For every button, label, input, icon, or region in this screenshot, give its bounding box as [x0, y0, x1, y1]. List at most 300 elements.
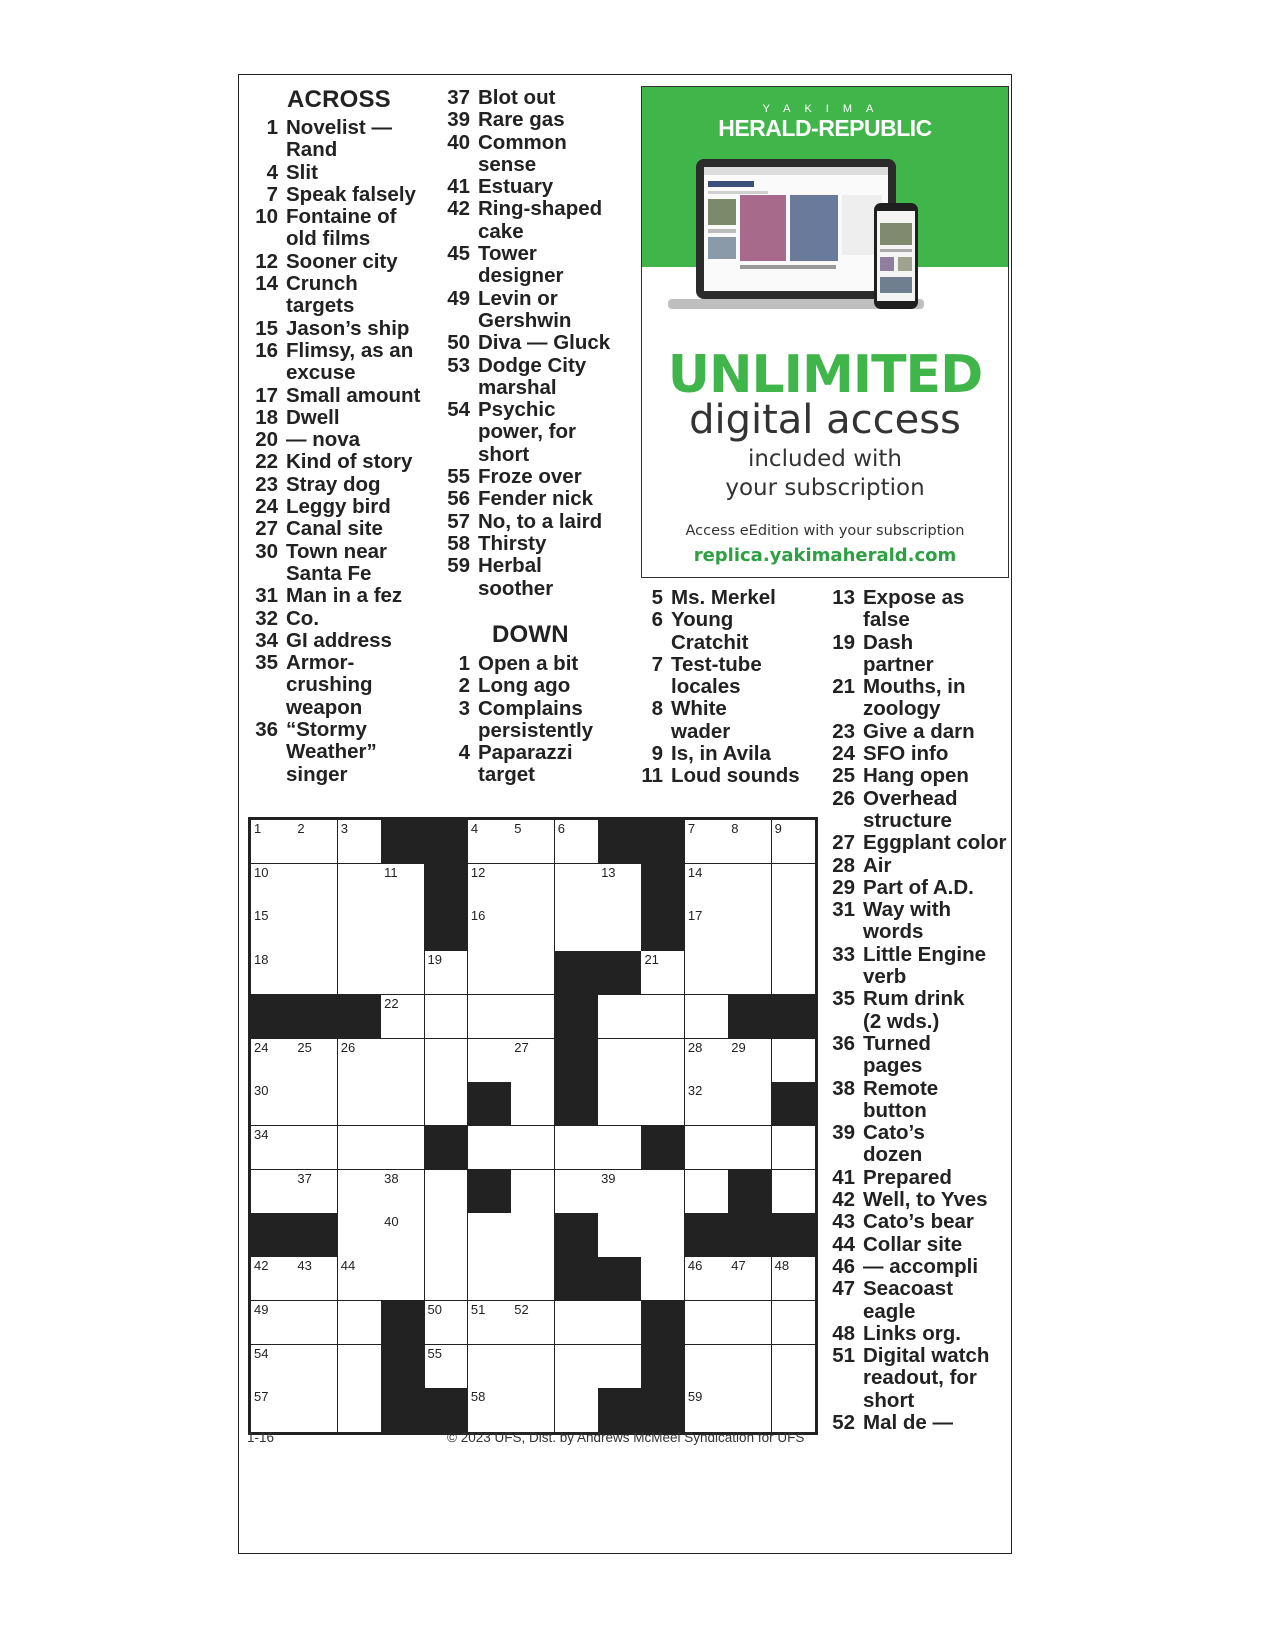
- clue-text: Tower: [478, 242, 537, 266]
- clue-text: — accompli: [863, 1254, 979, 1278]
- clue-item: [827, 855, 1007, 877]
- cell-number: 18: [254, 952, 269, 968]
- clue-text: eagle: [863, 1299, 916, 1323]
- grid-cell[interactable]: [772, 864, 816, 908]
- grid-cell[interactable]: [685, 1345, 729, 1389]
- grid-cell[interactable]: [598, 995, 642, 1039]
- grid-block: [555, 995, 599, 1039]
- clue-number: 44: [832, 1232, 855, 1256]
- clue-number: 9: [651, 742, 663, 766]
- grid-cell[interactable]: [772, 1257, 816, 1301]
- grid-cell[interactable]: [468, 1301, 512, 1345]
- clue-item: [827, 988, 1007, 1033]
- grid-cell[interactable]: [425, 1257, 469, 1301]
- grid-cell[interactable]: [685, 995, 729, 1039]
- grid-cell[interactable]: [468, 1213, 512, 1257]
- clue-text: Long ago: [478, 674, 571, 698]
- clue-text: Froze over: [478, 465, 582, 489]
- grid-cell[interactable]: [294, 951, 338, 995]
- clue-number: 39: [447, 108, 470, 132]
- clue-item: [827, 1256, 1007, 1278]
- grid-cell[interactable]: [685, 1082, 729, 1126]
- clue-text: Part of A.D.: [863, 875, 974, 899]
- clue-number: 48: [832, 1321, 855, 1345]
- clue-item: [827, 1211, 1007, 1233]
- grid-cell[interactable]: [598, 1170, 642, 1214]
- clue-text: (2 wds.): [863, 1009, 940, 1033]
- clue-text: Kind of story: [286, 450, 413, 474]
- grid-cell[interactable]: [728, 951, 772, 995]
- grid-cell[interactable]: [511, 1213, 555, 1257]
- clue-text: Fender nick: [478, 487, 594, 511]
- clue-number: 49: [447, 286, 470, 310]
- grid-cell[interactable]: [251, 1126, 295, 1170]
- clue-text: Give a darn: [863, 719, 975, 743]
- clue-number: 43: [832, 1210, 855, 1234]
- grid-cell[interactable]: [294, 1082, 338, 1126]
- grid-block: [555, 1213, 599, 1257]
- cell-number: 28: [687, 1039, 703, 1055]
- clue-text: Thirsty: [478, 531, 547, 555]
- grid-cell[interactable]: [641, 1170, 685, 1214]
- clue-number: 24: [255, 495, 278, 519]
- cell-number: 49: [254, 1301, 269, 1317]
- grid-cell[interactable]: [338, 951, 382, 995]
- grid-cell[interactable]: [294, 1170, 338, 1214]
- subscription-ad[interactable]: [641, 86, 1009, 578]
- grid-cell[interactable]: [772, 1170, 816, 1214]
- grid-cell[interactable]: [685, 1301, 729, 1345]
- grid-cell[interactable]: [425, 1170, 469, 1214]
- grid-cell[interactable]: [468, 907, 512, 951]
- clue-number: 3: [458, 696, 470, 720]
- ad-url-link[interactable]: replica.yakimaherald.com: [693, 545, 957, 566]
- grid-cell[interactable]: [251, 1082, 295, 1126]
- grid-cell[interactable]: [511, 1257, 555, 1301]
- clue-text: false: [863, 608, 910, 632]
- clue-number: 4: [266, 160, 278, 184]
- grid-cell[interactable]: [381, 1213, 425, 1257]
- grid-cell[interactable]: [425, 1039, 469, 1083]
- grid-cell[interactable]: [555, 1170, 599, 1214]
- clue-text: Town near: [286, 539, 387, 563]
- grid-cell[interactable]: [555, 820, 599, 864]
- grid-cell[interactable]: [294, 1126, 338, 1170]
- cell-number: 46: [687, 1258, 703, 1274]
- grid-cell[interactable]: [728, 1257, 772, 1301]
- grid-cell[interactable]: [728, 1126, 772, 1170]
- clue-text: Turned: [863, 1031, 931, 1055]
- clue-text: button: [863, 1098, 927, 1122]
- cell-number: 5: [514, 821, 522, 836]
- clue-text: Diva — Gluck: [478, 331, 611, 355]
- clue-number: 5: [651, 586, 663, 609]
- grid-cell[interactable]: [685, 864, 729, 908]
- grid-cell[interactable]: [381, 1170, 425, 1214]
- clue-text: Little Engine: [863, 942, 986, 966]
- cell-number: 9: [774, 821, 782, 836]
- clue-item: [635, 654, 815, 699]
- grid-cell[interactable]: [598, 1082, 642, 1126]
- clue-text: Dwell: [286, 405, 340, 429]
- grid-cell[interactable]: [555, 864, 599, 908]
- cell-number: 17: [687, 908, 703, 924]
- grid-cell[interactable]: [598, 1345, 642, 1389]
- cell-number: 55: [427, 1345, 442, 1361]
- clue-text: Canal site: [286, 517, 383, 541]
- clue-number: 45: [447, 242, 470, 266]
- clue-number: 7: [651, 652, 663, 676]
- grid-cell[interactable]: [381, 995, 425, 1039]
- grid-cell[interactable]: [381, 951, 425, 995]
- grid-block: [381, 1301, 425, 1345]
- grid-cell[interactable]: [381, 1082, 425, 1126]
- grid-cell[interactable]: [772, 1345, 816, 1389]
- grid-cell[interactable]: [338, 1213, 382, 1257]
- grid-cell[interactable]: [294, 1388, 338, 1432]
- clue-number: 42: [832, 1188, 855, 1212]
- grid-cell[interactable]: [728, 864, 772, 908]
- grid-block: [381, 1345, 425, 1389]
- grid-cell[interactable]: [772, 951, 816, 995]
- grid-cell[interactable]: [728, 1082, 772, 1126]
- clue-text: persistently: [478, 718, 594, 742]
- clue-item: [250, 608, 430, 630]
- clue-number: 17: [255, 383, 278, 407]
- clue-item: [250, 451, 430, 473]
- grid-block: [251, 1213, 295, 1257]
- clue-text: Levin or: [478, 286, 558, 310]
- grid-cell[interactable]: [598, 1039, 642, 1083]
- clue-item: [250, 318, 430, 340]
- clue-text: marshal: [478, 375, 557, 399]
- clue-text: Prepared: [863, 1165, 952, 1189]
- clue-text: Common: [478, 130, 567, 154]
- clue-number: 46: [832, 1254, 855, 1278]
- clue-number: 21: [832, 675, 855, 699]
- clue-number: 18: [255, 405, 278, 429]
- clue-number: 40: [447, 130, 470, 154]
- cell-number: 43: [297, 1258, 312, 1274]
- clue-number: 16: [255, 338, 278, 362]
- clue-item: [635, 743, 815, 765]
- grid-cell[interactable]: [425, 995, 469, 1039]
- cell-number: 15: [254, 908, 269, 924]
- clue-text: Dodge City: [478, 353, 587, 377]
- clue-text: singer: [286, 762, 348, 786]
- grid-cell[interactable]: [338, 1301, 382, 1345]
- grid-cell[interactable]: [555, 1301, 599, 1345]
- grid-cell[interactable]: [772, 1388, 816, 1432]
- clue-number: 31: [832, 898, 855, 922]
- grid-cell[interactable]: [425, 1301, 469, 1345]
- grid-cell[interactable]: [251, 1345, 295, 1389]
- clue-text: Small amount: [286, 383, 421, 407]
- clue-item: [250, 385, 430, 407]
- clue-item: [442, 653, 622, 675]
- grid-cell[interactable]: [425, 1213, 469, 1257]
- clue-text: weapon: [286, 695, 363, 719]
- grid-cell[interactable]: [251, 820, 295, 864]
- cell-number: 13: [601, 864, 616, 880]
- grid-cell[interactable]: [381, 907, 425, 951]
- clue-number: 13: [832, 586, 855, 609]
- clue-number: 23: [255, 472, 278, 496]
- cell-number: 27: [514, 1039, 529, 1055]
- grid-cell[interactable]: [685, 1388, 729, 1432]
- clue-item: [442, 399, 622, 466]
- grid-cell[interactable]: [641, 1039, 685, 1083]
- clue-number: 41: [832, 1165, 855, 1189]
- grid-cell[interactable]: [381, 1126, 425, 1170]
- grid-cell[interactable]: [685, 1170, 729, 1214]
- ad-brand-logo: HERALD-REPUBLIC: [718, 115, 932, 141]
- grid-cell[interactable]: [641, 1213, 685, 1257]
- cell-number: 22: [384, 995, 399, 1011]
- cell-number: 14: [687, 864, 703, 880]
- grid-block: [641, 864, 685, 908]
- clue-item: [827, 1033, 1007, 1078]
- clue-item: [827, 1278, 1007, 1323]
- grid-cell[interactable]: [641, 995, 685, 1039]
- grid-cell[interactable]: [338, 907, 382, 951]
- grid-cell[interactable]: [294, 1345, 338, 1389]
- grid-block: [381, 1388, 425, 1432]
- grid-block: [555, 1039, 599, 1083]
- grid-cell[interactable]: [338, 864, 382, 908]
- clue-item: [250, 541, 430, 586]
- clue-text: — nova: [286, 428, 361, 452]
- grid-cell[interactable]: [511, 1388, 555, 1432]
- clue-text: Rare gas: [478, 108, 565, 132]
- clue-item: [827, 1345, 1007, 1412]
- grid-cell[interactable]: [468, 995, 512, 1039]
- grid-block: [555, 1257, 599, 1301]
- grid-block: [468, 1082, 512, 1126]
- grid-cell[interactable]: [425, 1082, 469, 1126]
- grid-block: [468, 1170, 512, 1214]
- grid-cell[interactable]: [598, 1126, 642, 1170]
- grid-cell[interactable]: [685, 951, 729, 995]
- grid-cell[interactable]: [772, 1301, 816, 1345]
- grid-cell[interactable]: [381, 1039, 425, 1083]
- grid-cell[interactable]: [294, 864, 338, 908]
- grid-cell[interactable]: [685, 1257, 729, 1301]
- cell-number: 29: [731, 1039, 746, 1055]
- grid-cell[interactable]: [685, 907, 729, 951]
- clue-item: [442, 87, 622, 109]
- grid-cell[interactable]: [338, 1388, 382, 1432]
- grid-cell[interactable]: [425, 951, 469, 995]
- ad-line-2: your subscription: [725, 475, 925, 501]
- grid-cell[interactable]: [381, 864, 425, 908]
- grid-cell[interactable]: [685, 820, 729, 864]
- grid-cell[interactable]: [598, 864, 642, 908]
- cell-number: 2: [297, 821, 305, 836]
- clue-text: words: [863, 920, 924, 944]
- grid-cell[interactable]: [641, 951, 685, 995]
- clue-item: [250, 251, 430, 273]
- clue-item: [442, 488, 622, 510]
- grid-block: [772, 1082, 816, 1126]
- cell-number: 50: [427, 1301, 442, 1317]
- clue-text: Mouths, in: [863, 675, 966, 699]
- cell-number: 52: [514, 1301, 529, 1317]
- grid-cell[interactable]: [338, 1257, 382, 1301]
- grid-block: [555, 951, 599, 995]
- grid-cell[interactable]: [511, 951, 555, 995]
- grid-cell[interactable]: [338, 1170, 382, 1214]
- clue-number: 37: [447, 86, 470, 109]
- grid-cell[interactable]: [468, 1126, 512, 1170]
- grid-cell[interactable]: [728, 1039, 772, 1083]
- grid-cell[interactable]: [511, 1126, 555, 1170]
- cell-number: 16: [470, 908, 486, 924]
- down-clues-column-2: [635, 587, 815, 788]
- clue-text: Herbal: [478, 554, 542, 578]
- clue-number: 28: [832, 853, 855, 877]
- grid-cell[interactable]: [468, 951, 512, 995]
- grid-cell[interactable]: [468, 820, 512, 864]
- cell-number: 57: [254, 1389, 269, 1405]
- clue-text: Loud sounds: [671, 764, 800, 788]
- grid-cell[interactable]: [511, 820, 555, 864]
- grid-cell[interactable]: [294, 1301, 338, 1345]
- grid-cell[interactable]: [251, 1039, 295, 1083]
- clue-number: 12: [255, 249, 278, 273]
- grid-cell[interactable]: [728, 1345, 772, 1389]
- grid-cell[interactable]: [251, 1170, 295, 1214]
- grid-cell[interactable]: [598, 907, 642, 951]
- grid-cell[interactable]: [511, 995, 555, 1039]
- clue-text: Cato’s: [863, 1121, 925, 1145]
- grid-cell[interactable]: [641, 1082, 685, 1126]
- grid-cell[interactable]: [728, 1301, 772, 1345]
- grid-cell[interactable]: [728, 907, 772, 951]
- grid-cell[interactable]: [338, 1039, 382, 1083]
- across-heading: ACROSS: [287, 86, 391, 113]
- grid-cell[interactable]: [468, 1039, 512, 1083]
- grid-cell[interactable]: [555, 1388, 599, 1432]
- grid-cell[interactable]: [338, 820, 382, 864]
- clue-text: Way with: [863, 898, 952, 922]
- clue-text: Digital watch: [863, 1344, 990, 1368]
- cell-number: 38: [384, 1170, 399, 1186]
- clue-item: [827, 944, 1007, 989]
- cell-number: 42: [254, 1258, 269, 1274]
- grid-cell[interactable]: [728, 820, 772, 864]
- clue-text: “Stormy: [286, 718, 367, 742]
- grid-cell[interactable]: [641, 1257, 685, 1301]
- grid-cell[interactable]: [598, 1213, 642, 1257]
- clue-text: No, to a laird: [478, 509, 603, 533]
- grid-cell[interactable]: [338, 1082, 382, 1126]
- grid-cell[interactable]: [511, 864, 555, 908]
- cell-number: 39: [601, 1170, 616, 1186]
- grid-cell[interactable]: [338, 1345, 382, 1389]
- clue-item: [827, 1167, 1007, 1189]
- grid-cell[interactable]: [468, 864, 512, 908]
- grid-cell[interactable]: [294, 1039, 338, 1083]
- grid-cell[interactable]: [251, 907, 295, 951]
- grid-cell[interactable]: [425, 1345, 469, 1389]
- grid-cell[interactable]: [468, 1388, 512, 1432]
- grid-cell[interactable]: [468, 1345, 512, 1389]
- clue-item: [250, 496, 430, 518]
- grid-cell[interactable]: [772, 907, 816, 951]
- grid-cell[interactable]: [555, 1126, 599, 1170]
- grid-block: [641, 1345, 685, 1389]
- clue-item: [635, 698, 815, 743]
- clue-text: Flimsy, as an: [286, 338, 414, 362]
- grid-cell[interactable]: [772, 1126, 816, 1170]
- across-clues-column-1: [250, 117, 430, 786]
- clue-number: 59: [447, 554, 470, 578]
- grid-cell[interactable]: [511, 1082, 555, 1126]
- clue-item: [442, 288, 622, 333]
- clue-item: [827, 1323, 1007, 1345]
- clue-item: [250, 518, 430, 540]
- clue-item: [827, 1412, 1007, 1434]
- clue-number: 33: [832, 942, 855, 966]
- grid-cell[interactable]: [685, 1126, 729, 1170]
- grid-cell[interactable]: [555, 907, 599, 951]
- clue-text: wader: [671, 719, 731, 743]
- grid-cell[interactable]: [251, 864, 295, 908]
- copyright-notice: © 2023 UFS, Dist. by Andrews McMeel Syndication for UFS: [447, 1430, 805, 1445]
- cell-number: 3: [340, 821, 348, 836]
- grid-cell[interactable]: [728, 1388, 772, 1432]
- grid-block: [728, 1213, 772, 1257]
- grid-cell[interactable]: [511, 1170, 555, 1214]
- clue-item: [442, 109, 622, 131]
- grid-cell[interactable]: [251, 951, 295, 995]
- laptop-phone-illustration: [668, 159, 928, 317]
- grid-cell[interactable]: [511, 1039, 555, 1083]
- cell-number: 19: [427, 952, 442, 968]
- grid-cell[interactable]: [772, 820, 816, 864]
- clue-number: 57: [447, 509, 470, 533]
- clue-number: 25: [832, 764, 855, 788]
- grid-cell[interactable]: [511, 1301, 555, 1345]
- grid-cell[interactable]: [251, 1257, 295, 1301]
- clue-item: [250, 407, 430, 429]
- clue-item: [827, 1234, 1007, 1256]
- clue-item: [827, 832, 1007, 854]
- grid-cell[interactable]: [511, 907, 555, 951]
- grid-cell[interactable]: [338, 1126, 382, 1170]
- grid-cell[interactable]: [468, 1257, 512, 1301]
- clue-number: 51: [832, 1344, 855, 1368]
- clue-item: [250, 474, 430, 496]
- clue-number: 19: [832, 630, 855, 654]
- grid-cell[interactable]: [511, 1345, 555, 1389]
- grid-cell[interactable]: [555, 1345, 599, 1389]
- cell-number: 8: [731, 821, 739, 836]
- grid-cell[interactable]: [685, 1039, 729, 1083]
- grid-block: [425, 907, 469, 951]
- grid-cell[interactable]: [294, 907, 338, 951]
- across-clues-column-2: [442, 87, 622, 600]
- grid-cell[interactable]: [251, 1388, 295, 1432]
- grid-cell[interactable]: [294, 820, 338, 864]
- grid-cell[interactable]: [598, 1301, 642, 1345]
- grid-block: [294, 995, 338, 1039]
- grid-cell[interactable]: [381, 1257, 425, 1301]
- grid-cell[interactable]: [294, 1257, 338, 1301]
- grid-cell[interactable]: [772, 1039, 816, 1083]
- grid-cell[interactable]: [251, 1301, 295, 1345]
